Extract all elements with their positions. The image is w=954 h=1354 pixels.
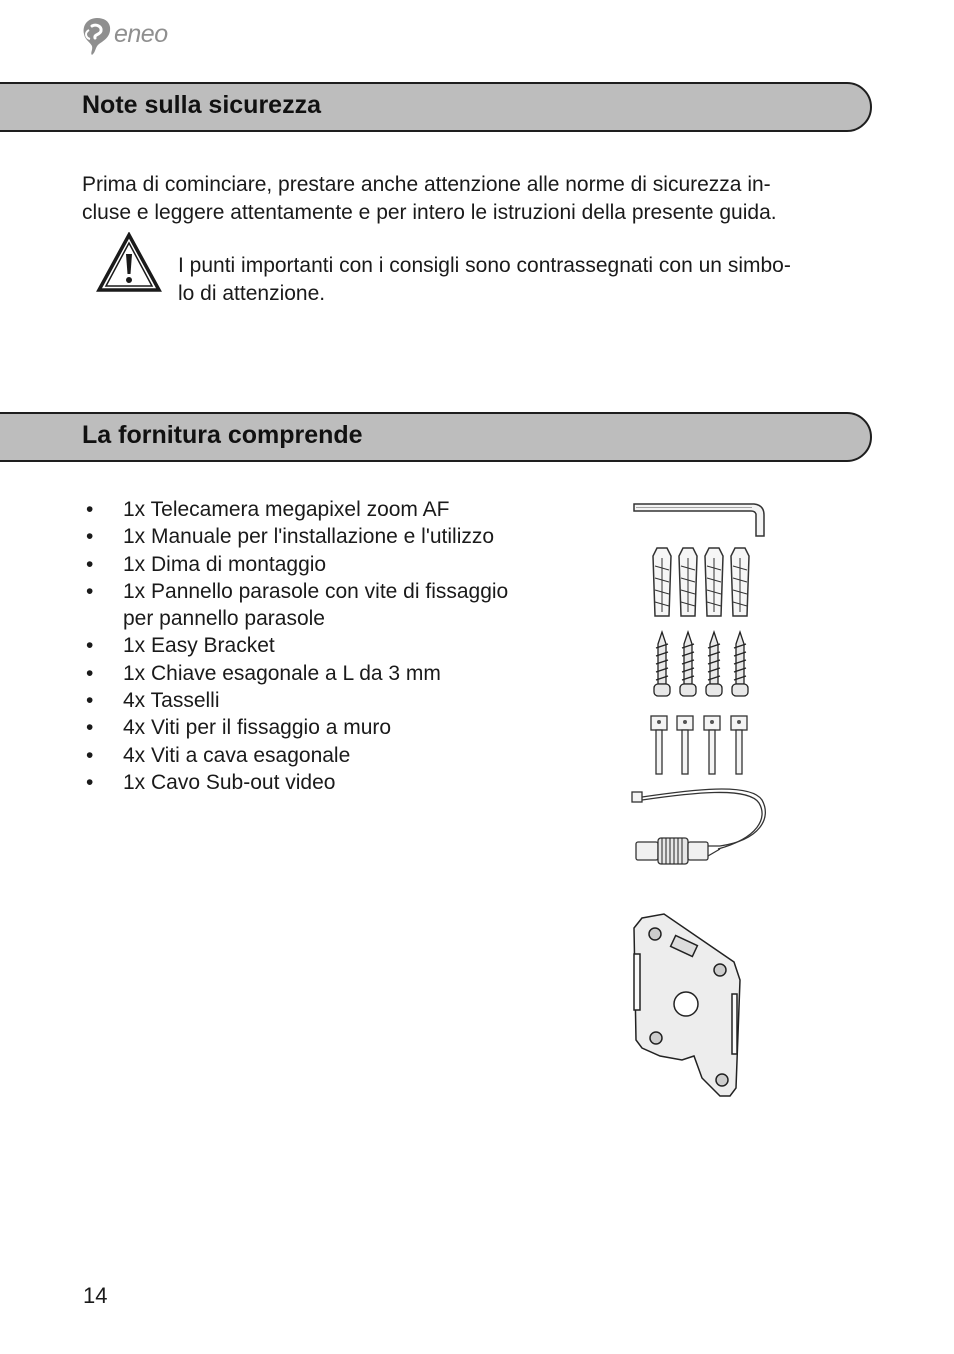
safety-intro-line: Prima di cominciare, prestare anche attenzione alle norme di sicurezza in- xyxy=(82,173,771,196)
warning-note-line: lo di attenzione. xyxy=(178,282,326,305)
video-cable-icon xyxy=(632,789,765,864)
warning-note xyxy=(178,252,888,308)
warning-triangle-icon xyxy=(96,232,162,294)
delivery-items-illustration xyxy=(620,498,780,1103)
delivery-list xyxy=(82,496,512,796)
section-header-safety xyxy=(0,82,872,132)
section-title: Note sulla sicurezza xyxy=(82,91,321,119)
list-item: • 1x Pannello parasole con vite di fissaggio per pannello parasole xyxy=(86,579,509,631)
list-item: • 1x Easy Bracket xyxy=(86,634,275,658)
wall-screw-icon xyxy=(654,632,748,696)
safety-intro-line: cluse e leggere attentamente e per intero le istruzioni della presente guida. xyxy=(82,201,777,224)
eneo-logo xyxy=(80,16,190,60)
list-item: • 4x Viti a cava esagonale xyxy=(86,743,351,767)
hex-key-icon xyxy=(634,504,764,536)
list-item: • 1x Dima di montaggio xyxy=(86,552,327,576)
logo-text: eneo xyxy=(114,20,168,48)
list-item: • 1x Cavo Sub-out video xyxy=(86,770,336,794)
list-item: • 4x Viti per il fissaggio a muro xyxy=(86,716,392,740)
section-title: La fornitura comprende xyxy=(82,421,363,449)
safety-intro xyxy=(82,171,882,227)
list-item: • 1x Chiave esagonale a L da 3 mm xyxy=(86,661,441,685)
list-item: • 4x Tasselli xyxy=(86,689,220,713)
section-header-delivery xyxy=(0,412,872,462)
hex-socket-screw-icon xyxy=(651,716,747,774)
easy-bracket-icon xyxy=(634,914,740,1096)
list-item: • 1x Manuale per l'installazione e l'utilizzo xyxy=(86,525,495,549)
eneo-logo-icon xyxy=(80,16,114,56)
warning-note-line: I punti importanti con i consigli sono contrassegnati con un simbo- xyxy=(178,254,791,277)
page-number: 14 xyxy=(83,1283,108,1308)
list-item: • 1x Telecamera megapixel zoom AF xyxy=(86,498,450,521)
